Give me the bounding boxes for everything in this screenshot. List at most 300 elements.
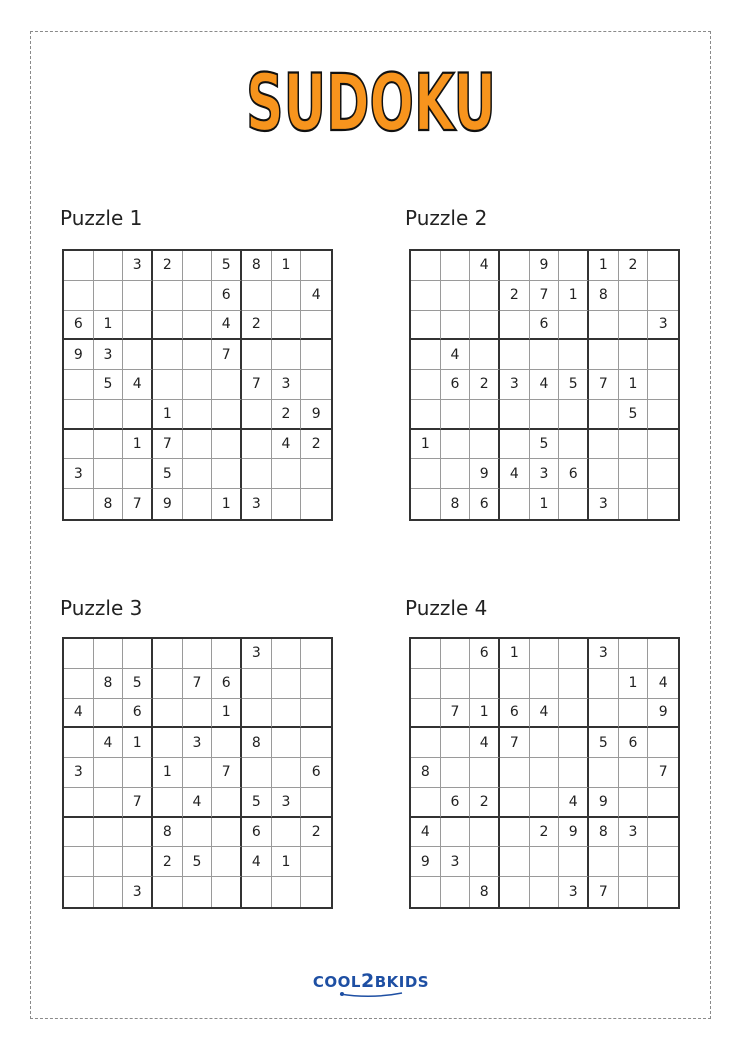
sudoku-cell bbox=[301, 340, 331, 370]
sudoku-cell bbox=[619, 877, 649, 907]
sudoku-cell: 6 bbox=[242, 818, 272, 848]
logo-text bbox=[312, 970, 430, 992]
sudoku-cell: 8 bbox=[470, 877, 500, 907]
sudoku-cell: 3 bbox=[272, 788, 302, 818]
sudoku-cell bbox=[123, 818, 153, 848]
sudoku-cell: 4 bbox=[123, 370, 153, 400]
sudoku-cell bbox=[301, 370, 331, 400]
sudoku-cell: 5 bbox=[559, 370, 589, 400]
sudoku-cell bbox=[589, 758, 619, 788]
sudoku-cell bbox=[123, 281, 153, 311]
sudoku-cell bbox=[183, 430, 213, 460]
sudoku-cell bbox=[64, 400, 94, 430]
sudoku-cell: 5 bbox=[183, 847, 213, 877]
sudoku-cell bbox=[500, 758, 530, 788]
sudoku-cell bbox=[272, 699, 302, 729]
puzzle-1-label: Puzzle 1 bbox=[60, 206, 143, 230]
sudoku-cell bbox=[411, 788, 441, 818]
sudoku-cell bbox=[619, 639, 649, 669]
sudoku-cell: 3 bbox=[648, 311, 678, 341]
sudoku-cell bbox=[272, 340, 302, 370]
sudoku-cell bbox=[559, 728, 589, 758]
sudoku-cell: 4 bbox=[64, 699, 94, 729]
sudoku-cell bbox=[441, 281, 471, 311]
sudoku-cell bbox=[212, 788, 242, 818]
sudoku-cell bbox=[589, 847, 619, 877]
sudoku-cell: 7 bbox=[500, 728, 530, 758]
sudoku-cell bbox=[500, 430, 530, 460]
sudoku-cell bbox=[441, 430, 471, 460]
sudoku-cell bbox=[470, 281, 500, 311]
sudoku-cell: 7 bbox=[153, 430, 183, 460]
sudoku-cell: 3 bbox=[500, 370, 530, 400]
sudoku-cell bbox=[559, 400, 589, 430]
sudoku-cell bbox=[272, 818, 302, 848]
sudoku-cell bbox=[94, 699, 124, 729]
sudoku-cell bbox=[530, 847, 560, 877]
sudoku-cell: 2 bbox=[500, 281, 530, 311]
sudoku-cell bbox=[500, 340, 530, 370]
sudoku-cell: 4 bbox=[470, 251, 500, 281]
sudoku-cell: 9 bbox=[648, 699, 678, 729]
sudoku-cell: 3 bbox=[530, 459, 560, 489]
sudoku-cell bbox=[272, 669, 302, 699]
sudoku-cell: 1 bbox=[619, 669, 649, 699]
sudoku-cell: 1 bbox=[589, 251, 619, 281]
sudoku-cell: 9 bbox=[64, 340, 94, 370]
sudoku-cell bbox=[441, 639, 471, 669]
sudoku-cell bbox=[64, 430, 94, 460]
sudoku-cell: 8 bbox=[589, 281, 619, 311]
sudoku-cell bbox=[123, 340, 153, 370]
sudoku-cell: 6 bbox=[301, 758, 331, 788]
sudoku-cell bbox=[500, 818, 530, 848]
sudoku-cell: 3 bbox=[123, 251, 153, 281]
sudoku-cell: 4 bbox=[559, 788, 589, 818]
sudoku-cell: 1 bbox=[530, 489, 560, 519]
sudoku-cell bbox=[153, 728, 183, 758]
sudoku-cell bbox=[242, 459, 272, 489]
sudoku-cell: 9 bbox=[589, 788, 619, 818]
sudoku-cell: 8 bbox=[411, 758, 441, 788]
sudoku-cell: 1 bbox=[153, 400, 183, 430]
sudoku-cell: 4 bbox=[470, 728, 500, 758]
sudoku-cell bbox=[589, 311, 619, 341]
sudoku-cell bbox=[272, 489, 302, 519]
sudoku-cell bbox=[411, 459, 441, 489]
sudoku-cell bbox=[589, 699, 619, 729]
sudoku-cell: 3 bbox=[64, 459, 94, 489]
sudoku-cell bbox=[183, 699, 213, 729]
sudoku-cell bbox=[441, 400, 471, 430]
sudoku-cell bbox=[272, 459, 302, 489]
sudoku-cell bbox=[153, 311, 183, 341]
sudoku-cell bbox=[441, 728, 471, 758]
sudoku-cell bbox=[589, 459, 619, 489]
sudoku-cell bbox=[123, 459, 153, 489]
sudoku-cell bbox=[530, 400, 560, 430]
sudoku-cell bbox=[183, 877, 213, 907]
sudoku-cell bbox=[242, 281, 272, 311]
sudoku-cell: 6 bbox=[530, 311, 560, 341]
sudoku-cell bbox=[183, 400, 213, 430]
sudoku-cell bbox=[123, 639, 153, 669]
sudoku-cell: 6 bbox=[470, 489, 500, 519]
sudoku-cell: 4 bbox=[94, 728, 124, 758]
sudoku-cell bbox=[411, 669, 441, 699]
sudoku-cell bbox=[94, 459, 124, 489]
title-svg bbox=[241, 58, 501, 148]
sudoku-cell bbox=[411, 728, 441, 758]
sudoku-cell: 1 bbox=[411, 430, 441, 460]
puzzle-2-label: Puzzle 2 bbox=[405, 206, 488, 230]
sudoku-cell: 3 bbox=[64, 758, 94, 788]
sudoku-cell bbox=[64, 669, 94, 699]
sudoku-cell bbox=[94, 758, 124, 788]
sudoku-cell bbox=[648, 788, 678, 818]
sudoku-cell bbox=[64, 728, 94, 758]
sudoku-cell bbox=[619, 281, 649, 311]
sudoku-cell bbox=[64, 489, 94, 519]
sudoku-cell bbox=[648, 459, 678, 489]
sudoku-cell bbox=[153, 281, 183, 311]
sudoku-cell bbox=[559, 847, 589, 877]
sudoku-cell bbox=[94, 430, 124, 460]
sudoku-cell: 6 bbox=[470, 639, 500, 669]
sudoku-cell bbox=[648, 251, 678, 281]
puzzle-3-label: Puzzle 3 bbox=[60, 596, 143, 620]
sudoku-cell bbox=[301, 669, 331, 699]
sudoku-cell bbox=[559, 669, 589, 699]
sudoku-cell bbox=[153, 370, 183, 400]
sudoku-cell bbox=[183, 639, 213, 669]
sudoku-cell: 1 bbox=[272, 251, 302, 281]
sudoku-cell bbox=[64, 847, 94, 877]
sudoku-cell: 8 bbox=[94, 669, 124, 699]
sudoku-cell: 7 bbox=[123, 788, 153, 818]
sudoku-cell bbox=[301, 847, 331, 877]
sudoku-cell bbox=[242, 699, 272, 729]
sudoku-cell bbox=[94, 788, 124, 818]
sudoku-cell: 9 bbox=[301, 400, 331, 430]
sudoku-cell bbox=[64, 818, 94, 848]
sudoku-cell: 5 bbox=[530, 430, 560, 460]
sudoku-cell bbox=[301, 699, 331, 729]
sudoku-cell bbox=[441, 459, 471, 489]
sudoku-cell: 8 bbox=[441, 489, 471, 519]
sudoku-cell bbox=[272, 281, 302, 311]
sudoku-cell: 3 bbox=[272, 370, 302, 400]
sudoku-cell bbox=[411, 699, 441, 729]
sudoku-cell bbox=[411, 639, 441, 669]
sudoku-cell bbox=[559, 639, 589, 669]
sudoku-cell bbox=[212, 400, 242, 430]
sudoku-cell bbox=[619, 758, 649, 788]
sudoku-cell: 5 bbox=[123, 669, 153, 699]
sudoku-cell bbox=[411, 281, 441, 311]
sudoku-cell bbox=[411, 877, 441, 907]
sudoku-cell: 7 bbox=[212, 340, 242, 370]
sudoku-cell: 7 bbox=[530, 281, 560, 311]
sudoku-cell bbox=[619, 489, 649, 519]
sudoku-cell: 1 bbox=[559, 281, 589, 311]
sudoku-cell: 3 bbox=[559, 877, 589, 907]
sudoku-cell bbox=[242, 669, 272, 699]
sudoku-cell bbox=[470, 400, 500, 430]
sudoku-cell bbox=[411, 251, 441, 281]
sudoku-cell: 2 bbox=[272, 400, 302, 430]
sudoku-cell bbox=[123, 847, 153, 877]
sudoku-cell: 3 bbox=[589, 489, 619, 519]
logo-text-two: 2 bbox=[360, 970, 375, 992]
sudoku-cell bbox=[212, 430, 242, 460]
sudoku-cell: 1 bbox=[153, 758, 183, 788]
sudoku-cell: 6 bbox=[559, 459, 589, 489]
sudoku-cell bbox=[470, 340, 500, 370]
sudoku-cell: 1 bbox=[619, 370, 649, 400]
sudoku-cell bbox=[559, 489, 589, 519]
sudoku-cell: 1 bbox=[94, 311, 124, 341]
sudoku-cell bbox=[559, 340, 589, 370]
sudoku-cell bbox=[530, 639, 560, 669]
sudoku-cell: 4 bbox=[530, 699, 560, 729]
sudoku-cell: 3 bbox=[183, 728, 213, 758]
sudoku-cell bbox=[183, 281, 213, 311]
sudoku-cell bbox=[153, 877, 183, 907]
sudoku-cell: 6 bbox=[441, 370, 471, 400]
sudoku-cell bbox=[123, 311, 153, 341]
sudoku-cell bbox=[242, 877, 272, 907]
sudoku-cell bbox=[212, 728, 242, 758]
sudoku-cell bbox=[530, 758, 560, 788]
sudoku-cell: 1 bbox=[212, 699, 242, 729]
sudoku-cell: 3 bbox=[242, 489, 272, 519]
sudoku-cell bbox=[183, 459, 213, 489]
sudoku-cell: 7 bbox=[648, 758, 678, 788]
sudoku-cell: 1 bbox=[123, 430, 153, 460]
sudoku-cell bbox=[441, 251, 471, 281]
sudoku-cell: 4 bbox=[648, 669, 678, 699]
sudoku-cell bbox=[589, 430, 619, 460]
sudoku-cell bbox=[500, 788, 530, 818]
sudoku-cell bbox=[212, 459, 242, 489]
sudoku-cell bbox=[64, 788, 94, 818]
sudoku-cell: 1 bbox=[212, 489, 242, 519]
sudoku-cell bbox=[619, 311, 649, 341]
sudoku-cell bbox=[411, 489, 441, 519]
sudoku-cell bbox=[411, 400, 441, 430]
sudoku-cell: 1 bbox=[123, 728, 153, 758]
sudoku-cell bbox=[272, 639, 302, 669]
sudoku-cell: 5 bbox=[242, 788, 272, 818]
sudoku-cell bbox=[123, 758, 153, 788]
sudoku-cell bbox=[589, 669, 619, 699]
page-title: SUDOKU bbox=[246, 59, 496, 149]
sudoku-cell bbox=[153, 669, 183, 699]
sudoku-cell bbox=[500, 847, 530, 877]
title-banner bbox=[0, 58, 742, 148]
sudoku-cell bbox=[559, 758, 589, 788]
sudoku-cell: 9 bbox=[153, 489, 183, 519]
sudoku-cell bbox=[272, 758, 302, 788]
puzzle-4-grid bbox=[409, 637, 680, 909]
sudoku-cell bbox=[441, 669, 471, 699]
sudoku-cell bbox=[559, 311, 589, 341]
sudoku-cell bbox=[648, 370, 678, 400]
sudoku-cell bbox=[500, 669, 530, 699]
sudoku-cell bbox=[619, 340, 649, 370]
sudoku-cell: 9 bbox=[411, 847, 441, 877]
sudoku-cell bbox=[470, 430, 500, 460]
sudoku-cell bbox=[648, 400, 678, 430]
sudoku-cell bbox=[153, 788, 183, 818]
sudoku-cell bbox=[94, 847, 124, 877]
sudoku-cell bbox=[64, 877, 94, 907]
sudoku-cell bbox=[94, 251, 124, 281]
sudoku-cell: 2 bbox=[301, 818, 331, 848]
sudoku-cell bbox=[94, 281, 124, 311]
sudoku-cell bbox=[301, 311, 331, 341]
sudoku-cell: 8 bbox=[589, 818, 619, 848]
sudoku-cell bbox=[212, 877, 242, 907]
sudoku-cell: 2 bbox=[470, 370, 500, 400]
sudoku-cell: 5 bbox=[589, 728, 619, 758]
sudoku-cell bbox=[242, 340, 272, 370]
sudoku-cell bbox=[212, 370, 242, 400]
sudoku-cell: 4 bbox=[411, 818, 441, 848]
sudoku-cell bbox=[183, 370, 213, 400]
sudoku-cell: 4 bbox=[183, 788, 213, 818]
sudoku-cell bbox=[183, 818, 213, 848]
sudoku-cell: 4 bbox=[242, 847, 272, 877]
sudoku-cell bbox=[648, 877, 678, 907]
sudoku-cell bbox=[411, 370, 441, 400]
sudoku-cell bbox=[301, 728, 331, 758]
sudoku-cell: 3 bbox=[619, 818, 649, 848]
sudoku-cell bbox=[530, 877, 560, 907]
sudoku-cell bbox=[301, 788, 331, 818]
sudoku-cell bbox=[272, 877, 302, 907]
sudoku-cell: 4 bbox=[301, 281, 331, 311]
sudoku-cell: 4 bbox=[272, 430, 302, 460]
sudoku-cell bbox=[500, 489, 530, 519]
sudoku-cell: 7 bbox=[242, 370, 272, 400]
sudoku-cell bbox=[500, 311, 530, 341]
sudoku-cell bbox=[530, 340, 560, 370]
sudoku-cell: 2 bbox=[153, 251, 183, 281]
sudoku-cell bbox=[64, 370, 94, 400]
sudoku-cell: 3 bbox=[94, 340, 124, 370]
sudoku-cell: 9 bbox=[470, 459, 500, 489]
sudoku-cell bbox=[441, 877, 471, 907]
sudoku-cell: 6 bbox=[500, 699, 530, 729]
sudoku-cell bbox=[619, 847, 649, 877]
sudoku-cell bbox=[470, 847, 500, 877]
sudoku-cell bbox=[500, 877, 530, 907]
sudoku-cell bbox=[648, 281, 678, 311]
sudoku-cell: 5 bbox=[212, 251, 242, 281]
sudoku-cell bbox=[619, 788, 649, 818]
sudoku-cell bbox=[94, 400, 124, 430]
sudoku-cell bbox=[470, 818, 500, 848]
sudoku-cell: 1 bbox=[500, 639, 530, 669]
sudoku-cell bbox=[648, 489, 678, 519]
sudoku-cell: 3 bbox=[242, 639, 272, 669]
sudoku-cell: 7 bbox=[183, 669, 213, 699]
sudoku-cell: 3 bbox=[589, 639, 619, 669]
sudoku-cell bbox=[153, 340, 183, 370]
sudoku-cell: 4 bbox=[530, 370, 560, 400]
sudoku-cell: 6 bbox=[123, 699, 153, 729]
sudoku-cell: 4 bbox=[500, 459, 530, 489]
sudoku-cell bbox=[242, 400, 272, 430]
sudoku-cell: 7 bbox=[123, 489, 153, 519]
sudoku-cell bbox=[183, 758, 213, 788]
sudoku-cell bbox=[183, 311, 213, 341]
sudoku-cell bbox=[183, 489, 213, 519]
sudoku-cell bbox=[64, 251, 94, 281]
sudoku-cell: 7 bbox=[589, 370, 619, 400]
sudoku-cell bbox=[470, 311, 500, 341]
sudoku-cell bbox=[212, 847, 242, 877]
sudoku-cell: 2 bbox=[301, 430, 331, 460]
sudoku-cell: 7 bbox=[589, 877, 619, 907]
sudoku-cell bbox=[648, 430, 678, 460]
sudoku-cell bbox=[242, 758, 272, 788]
sudoku-cell bbox=[183, 340, 213, 370]
puzzle-1-grid bbox=[62, 249, 333, 521]
sudoku-cell: 5 bbox=[153, 459, 183, 489]
sudoku-cell bbox=[648, 639, 678, 669]
logo-text-a: COOL bbox=[312, 973, 361, 991]
sudoku-cell: 1 bbox=[272, 847, 302, 877]
sudoku-cell: 2 bbox=[470, 788, 500, 818]
sudoku-cell: 6 bbox=[212, 281, 242, 311]
puzzle-4-label: Puzzle 4 bbox=[405, 596, 488, 620]
sudoku-cell: 5 bbox=[94, 370, 124, 400]
sudoku-cell bbox=[530, 728, 560, 758]
sudoku-cell bbox=[272, 728, 302, 758]
sudoku-cell bbox=[123, 400, 153, 430]
sudoku-cell bbox=[470, 669, 500, 699]
sudoku-cell: 9 bbox=[530, 251, 560, 281]
sudoku-cell bbox=[559, 699, 589, 729]
sudoku-cell: 8 bbox=[94, 489, 124, 519]
sudoku-cell bbox=[153, 639, 183, 669]
sudoku-cell: 7 bbox=[212, 758, 242, 788]
sudoku-cell bbox=[272, 311, 302, 341]
sudoku-cell bbox=[619, 430, 649, 460]
sudoku-cell: 6 bbox=[441, 788, 471, 818]
sudoku-cell: 5 bbox=[619, 400, 649, 430]
sudoku-cell bbox=[589, 400, 619, 430]
sudoku-cell bbox=[64, 281, 94, 311]
sudoku-cell bbox=[64, 639, 94, 669]
sudoku-cell bbox=[301, 459, 331, 489]
sudoku-cell bbox=[94, 818, 124, 848]
sudoku-cell: 7 bbox=[441, 699, 471, 729]
sudoku-cell bbox=[530, 669, 560, 699]
sudoku-cell bbox=[648, 728, 678, 758]
sudoku-cell bbox=[441, 758, 471, 788]
sudoku-cell bbox=[301, 251, 331, 281]
sudoku-cell: 2 bbox=[619, 251, 649, 281]
sudoku-cell bbox=[619, 459, 649, 489]
sudoku-cell bbox=[94, 877, 124, 907]
sudoku-cell: 6 bbox=[64, 311, 94, 341]
sudoku-cell bbox=[301, 489, 331, 519]
sudoku-cell: 4 bbox=[212, 311, 242, 341]
